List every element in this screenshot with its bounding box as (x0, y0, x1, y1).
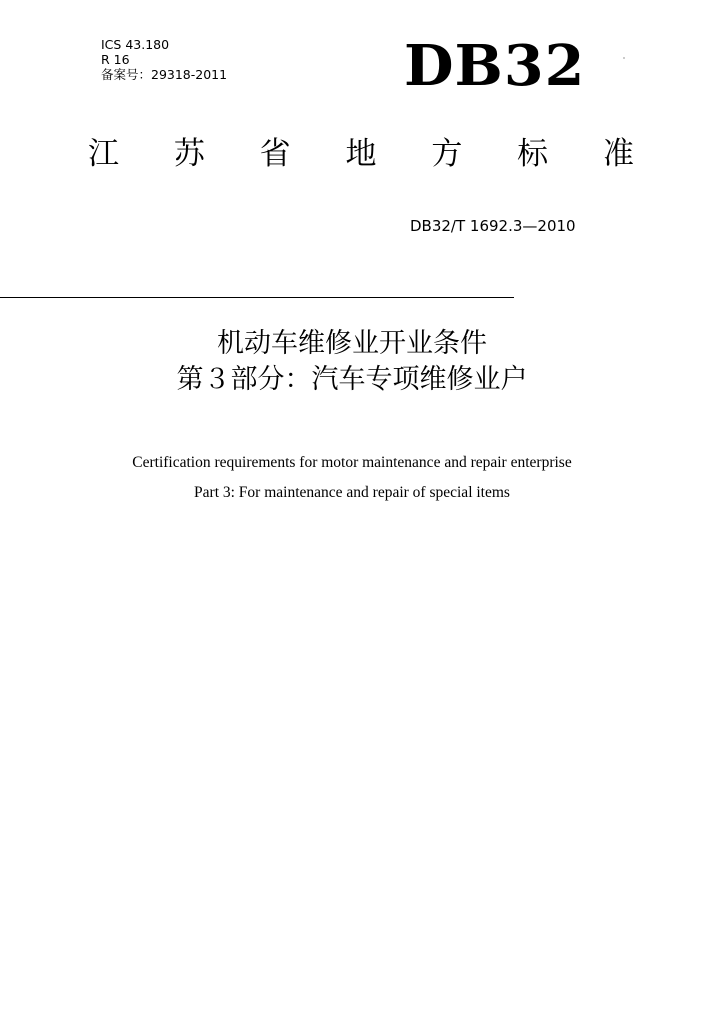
org-title-char: 方 (431, 136, 463, 172)
standard-number: DB32/T 1692.3—2010 (410, 217, 576, 235)
standard-logo: DB32 (404, 33, 586, 99)
org-title-char: 标 (517, 136, 549, 172)
english-title-line-1: Certification requirements for motor maintenance and repair enterprise (132, 454, 572, 471)
chinese-title (0, 326, 704, 398)
english-title-line-2: Part 3: For maintenance and repair of special items (194, 484, 510, 501)
org-title-char: 江 (88, 136, 119, 172)
english-title (0, 448, 704, 508)
org-title-char: 准 (602, 136, 634, 172)
org-title-char: 地 (345, 136, 377, 172)
category-code: R 16 (101, 52, 130, 67)
chinese-title-line-2: 第３部分：汽车专项维修业户 (176, 364, 528, 395)
decorative-dot (623, 57, 625, 59)
org-title-char: 苏 (173, 136, 205, 172)
filing-number: 备案号：29318-2011 (101, 67, 228, 82)
divider-line (0, 297, 514, 298)
org-title-char: 省 (259, 136, 291, 172)
chinese-title-line-1: 机动车维修业开业条件 (217, 328, 487, 359)
issuing-authority-title (88, 136, 634, 172)
ics-code: ICS 43.180 (101, 37, 170, 52)
classification-block (101, 37, 227, 82)
